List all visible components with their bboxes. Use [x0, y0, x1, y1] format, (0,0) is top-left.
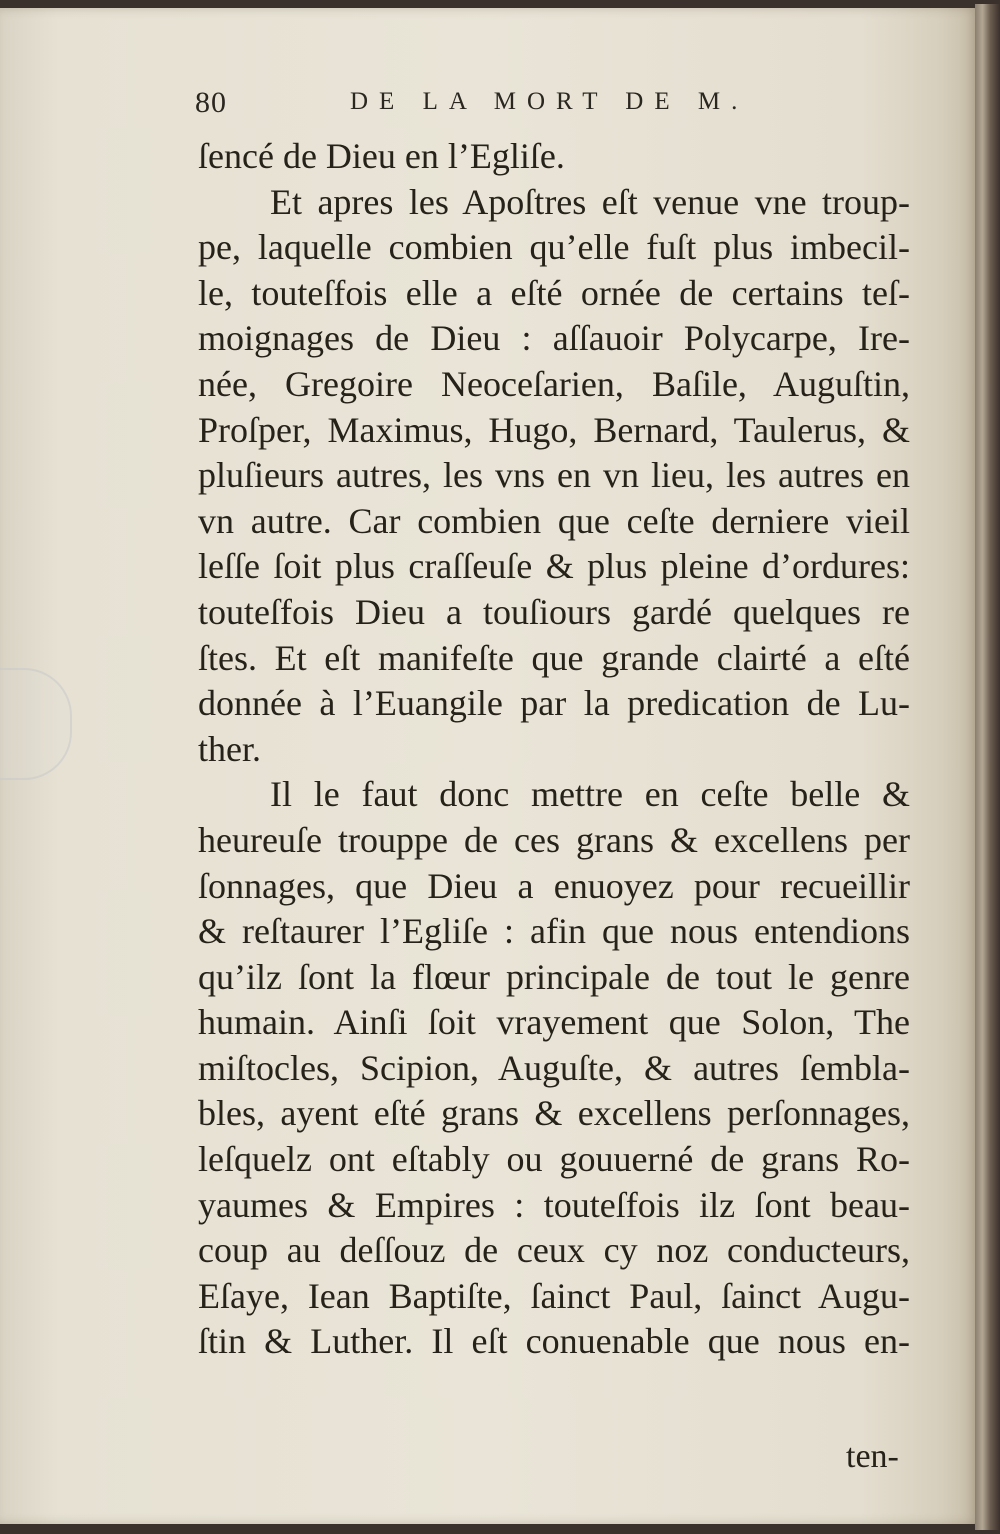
text-line: Et apres les Apoſtres eſt venue vne troup- [270, 181, 910, 222]
text-line: Proſper, Maximus, Hugo, Bernard, Taulerus, & [198, 409, 910, 450]
running-head [195, 86, 915, 130]
body-text [198, 134, 910, 1365]
text-line: Il le faut donc mettre en ceſte belle & [270, 774, 910, 815]
text-line: ſonnages, que Dieu a enuoyez pour recueillir [198, 865, 910, 906]
text-line: ſtes. Et eſt manifeſte que grande clairté a eſté [198, 637, 910, 678]
text-line: bles, ayent eſté grans & excellens perſonnages, [198, 1093, 910, 1134]
text-line: qu’ilz ſont la flœur principale de tout le genre [198, 956, 910, 997]
text-line: pe, laquelle combien qu’elle fuſt plus imbecil- [198, 227, 910, 268]
text-line: heureuſe trouppe de ces grans & excellens per [198, 819, 910, 860]
text-line: le, touteſfois elle a eſté ornée de certains teſ- [198, 272, 910, 313]
catchword: ten- [846, 1438, 899, 1475]
text-line: miſtocles, Scipion, Auguſte, & autres ſembla- [198, 1047, 910, 1088]
text-line: ther. [198, 728, 261, 769]
running-title: DE LA MORT DE M. [350, 88, 749, 115]
text-line: leſſe ſoit plus craſſeuſe & plus pleine d’ordures: [198, 546, 910, 587]
text-line: & reſtaurer l’Egliſe : afin que nous entendions [198, 911, 910, 952]
book-gutter [975, 4, 1000, 1530]
text-line: ſtin & Luther. Il eſt conuenable que nous en- [198, 1321, 910, 1362]
text-line: yaumes & Empires : touteſfois ilz ſont beau- [198, 1184, 910, 1225]
page-number: 80 [195, 86, 227, 119]
text-line: leſquelz ont eſtably ou gouuerné de grans Ro- [198, 1139, 910, 1180]
text-line: Eſaye, Iean Baptiſte, ſainct Paul, ſainct Augu- [198, 1275, 910, 1316]
text-line: touteſfois Dieu a touſiours gardé quelques re [198, 591, 910, 632]
text-line: pluſieurs autres, les vns en vn lieu, les autres en [198, 455, 910, 496]
text-line: donnée à l’Euangile par la predication de Lu- [198, 683, 910, 724]
text-line: née, Gregoire Neoceſarien, Baſile, Auguſtin, [198, 363, 910, 404]
text-line: moignages de Dieu : aſſauoir Polycarpe, Ire- [198, 318, 910, 359]
text-line: vn autre. Car combien que ceſte derniere vieil [198, 500, 910, 541]
text-line: ſencé de Dieu en l’Egliſe. [198, 136, 565, 176]
text-line: humain. Ainſi ſoit vrayement que Solon, The [198, 1002, 910, 1043]
text-line: coup au deſſouz de ceux cy noz conducteurs, [198, 1230, 910, 1271]
